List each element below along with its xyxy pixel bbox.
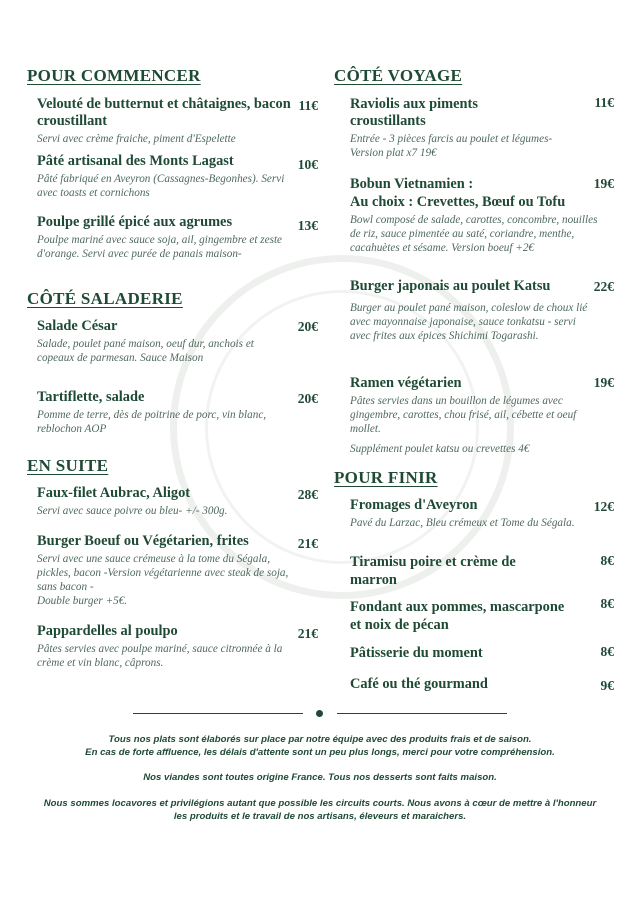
menu-item (350, 278, 588, 343)
footer-line: Nous sommes locavores et privilégions autant que possible les circuits courts. Nous avons à cœur de mettre à l'honneur les produits et le travail de nos artisans, éleveurs et maraichers. (43, 798, 597, 822)
item-name: Bobun Vietnamien : (350, 176, 474, 192)
item-price: 8€ (600, 644, 614, 659)
item-description: Servi avec une sauce crémeuse à la tome du Ségala, pickles, bacon -Version végétarienne avec steak de soja, sans bacon - (37, 553, 289, 593)
item-extra: Supplément poulet katsu ou crevettes 4€ (350, 443, 530, 455)
item-description: Pâtes servies avec poulpe mariné, sauce citronnée à la crème et vin blanc, câprons. (37, 643, 283, 669)
item-price: 12€ (593, 499, 614, 514)
item-name: Pâté artisanal des Monts Lagast (37, 153, 234, 169)
footer-line: Tous nos plats sont élaborés sur place par notre équipe avec des produits frais et de saison. (108, 734, 532, 745)
menu-item (350, 375, 590, 456)
item-name: Raviolis aux piments croustillants (350, 96, 478, 129)
item-name: Fondant aux pommes, mascarpone et noix de pécan (350, 599, 565, 633)
item-description: Pâté fabriqué en Aveyron (Cassagnes-Begonhes). Servi avec toasts et cornichons (37, 173, 285, 199)
item-name: Pappardelles al poulpo (37, 623, 178, 639)
section-title-desserts: POUR FINIR (334, 468, 438, 487)
item-description: Pavé du Larzac, Bleu crémeux et Tome du Ségala. (350, 517, 575, 529)
menu-item (350, 598, 570, 634)
item-name: Tiramisu poire et crème de marron (350, 554, 516, 588)
section-title-salads: CÔTÉ SALADERIE (27, 289, 183, 308)
item-description: Salade, poulet pané maison, oeuf dur, anchois et copeaux de parmesan. Sauce Maison (37, 338, 254, 364)
item-description: Servi avec crème fraiche, piment d'Espelette (37, 133, 236, 145)
menu-item (37, 389, 302, 436)
menu-item (37, 485, 287, 518)
item-name: Burger Boeuf ou Végétarien, frites (37, 533, 249, 549)
divider-left (133, 713, 303, 714)
section-title-travel: CÔTÉ VOYAGE (334, 66, 463, 85)
item-price: 28€ (297, 487, 318, 502)
footer-line: Nos viandes sont toutes origine France. Tous nos desserts sont faits maison. (143, 772, 497, 783)
item-description: Bowl composé de salade, carottes, concombre, nouilles de riz, sauce pimentée au saté, coriandre, menthe, cacahuètes et sésame. Version boeuf +2€ (350, 214, 598, 254)
item-price: 21€ (297, 536, 318, 551)
item-price: 20€ (297, 319, 318, 334)
item-description: Servi avec sauce poivre ou bleu- +/- 300g. (37, 505, 228, 517)
item-price: 11€ (298, 98, 318, 113)
item-price: 11€ (594, 95, 614, 110)
item-name: Pâtisserie du moment (350, 645, 483, 661)
item-name: Tartiflette, salade (37, 389, 145, 405)
menu-item (37, 96, 292, 146)
item-subtitle: Au choix : Crevettes, Bœuf ou Tofu (350, 194, 566, 210)
item-price: 8€ (600, 596, 614, 611)
item-description: Pomme de terre, dès de poitrine de porc, vin blanc, reblochon AOP (37, 409, 267, 435)
item-name: Ramen végétarien (350, 375, 462, 391)
item-description: Pâtes servies dans un bouillon de légumes avec gingembre, carottes, chou frisé, ail, cébette et oeuf mollet. (350, 395, 577, 435)
section-title-starters: POUR COMMENCER (27, 66, 201, 85)
item-name: Burger japonais au poulet Katsu (350, 278, 551, 294)
menu-item (350, 645, 570, 662)
item-price: 10€ (297, 157, 318, 172)
footer-line: En cas de forte affluence, les délais d'attente sont un peu plus longs, merci pour votre compréhension. (85, 747, 555, 758)
item-price: 19€ (593, 176, 614, 191)
item-extra: Double burger +5€. (37, 595, 128, 607)
item-price: 21€ (297, 626, 318, 641)
item-description: Burger au poulet pané maison, coleslow de choux lié avec mayonnaise japonaise, sauce tonkatsu - servi avec frites aux épices Shichimi Togarashi. (350, 302, 588, 342)
item-name: Poulpe grillé épicé aux agrumes (37, 214, 233, 230)
item-name: Café ou thé gourmand (350, 676, 488, 692)
menu-item (350, 676, 570, 693)
menu-item (37, 318, 277, 365)
item-price: 13€ (297, 218, 318, 233)
menu-item (350, 176, 600, 255)
item-name: Salade César (37, 318, 118, 334)
menu-item (37, 214, 307, 261)
menu-item (350, 553, 540, 589)
item-name: Velouté de butternut et châtaignes, bacon croustillant (37, 96, 291, 129)
menu-item (37, 533, 299, 608)
divider-right (337, 713, 507, 714)
footer-note (20, 771, 620, 784)
item-price: 20€ (297, 391, 318, 406)
footer-note (20, 733, 620, 759)
menu-item (350, 96, 570, 160)
item-price: 8€ (600, 553, 614, 568)
section-title-mains: EN SUITE (27, 456, 109, 475)
menu-item (350, 497, 580, 530)
item-description: Entrée - 3 pièces farcis au poulet et légumes-Version plat x7 19€ (350, 133, 553, 159)
menu-item (37, 623, 287, 670)
item-description: Poulpe mariné avec sauce soja, ail, gingembre et zeste d'orange. Servi avec purée de panais maison- (37, 234, 283, 260)
divider-dot (316, 710, 323, 717)
item-name: Fromages d'Aveyron (350, 497, 478, 513)
item-price: 19€ (593, 375, 614, 390)
menu-item (37, 153, 292, 200)
item-price: 9€ (600, 678, 614, 693)
item-name: Faux-filet Aubrac, Aligot (37, 485, 191, 501)
item-price: 22€ (593, 279, 614, 294)
footer-note (40, 797, 600, 823)
